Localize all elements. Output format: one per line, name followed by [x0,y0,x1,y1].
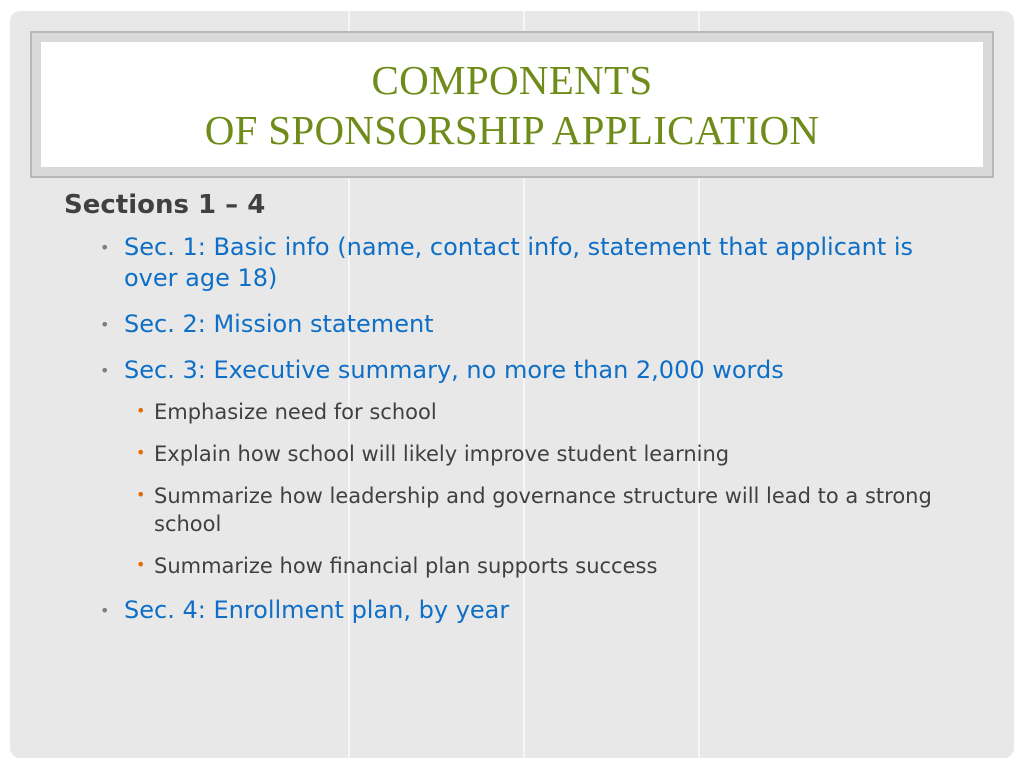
sub-bullet-list [124,398,964,580]
list-item [64,232,964,294]
list-item [64,595,964,626]
title-box [41,42,983,167]
sub-bullet-icon: • [136,443,146,462]
bullet-list [64,232,964,626]
sub-list-item [123,482,964,538]
section-heading: Sections 1 – 4 [64,190,266,220]
list-item [64,355,964,580]
title-frame [30,31,994,178]
list-item-text: Sec. 1: Basic info (name, contact info, statement that applicant is over age 18) [124,233,914,292]
slide-title-line-1: COMPONENTS [371,56,653,103]
sub-list-item-text: Explain how school will likely improve student learning [154,442,730,466]
sub-list-item [123,440,964,468]
list-item-text: Sec. 3: Executive summary, no more than 2,000 words [124,356,784,384]
sub-list-item [123,398,964,426]
list-item-text: Sec. 2: Mission statement [124,310,434,338]
bullet-icon: • [100,601,110,620]
sub-list-item [123,552,964,580]
sub-bullet-icon: • [136,555,146,574]
sub-bullet-icon: • [136,485,146,504]
bullet-icon: • [100,315,110,334]
sub-list-item-text: Summarize how financial plan supports success [154,554,658,578]
sub-list-item-text: Summarize how leadership and governance structure will lead to a strong school [154,484,932,536]
slide-content [64,188,964,641]
list-item-text: Sec. 4: Enrollment plan, by year [124,596,510,624]
sub-bullet-icon: • [136,401,146,420]
list-item [64,309,964,340]
slide-title-line-2: OF SPONSORSHIP APPLICATION [204,106,820,153]
sub-list-item-text: Emphasize need for school [154,400,437,424]
bullet-icon: • [100,361,110,380]
bullet-icon: • [100,238,110,257]
